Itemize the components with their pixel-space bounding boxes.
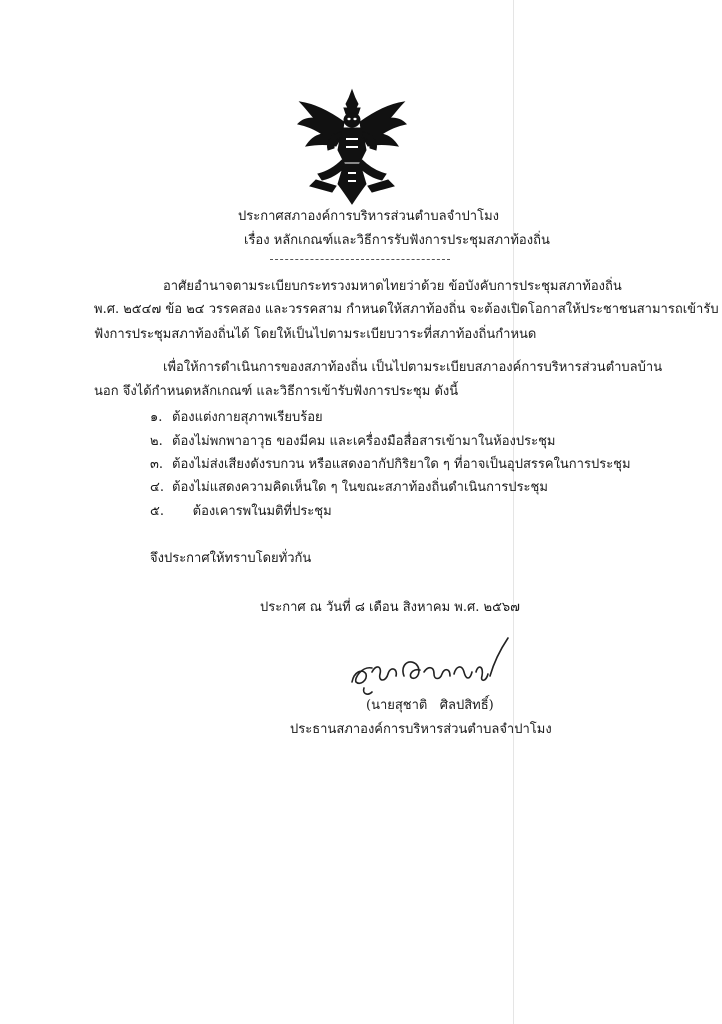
rule-number: ๑. — [150, 410, 163, 425]
garuda-emblem-icon — [296, 88, 408, 206]
closing-statement: จึงประกาศให้ทราบโดยทั่วกัน — [150, 551, 312, 566]
rule-item — [150, 409, 323, 427]
rule-item — [150, 503, 332, 521]
handwritten-signature — [342, 636, 517, 702]
paragraph-2-line-1: เพื่อให้การดำเนินการของสภาท้องถิ่น เป็นไปตามระเบียบสภาองค์การบริหารส่วนตำบลบ้าน — [163, 360, 663, 375]
paper-fold-line — [513, 0, 514, 1024]
paragraph-1-line-3: ฟังการประชุมสภาท้องถิ่นได้ โดยให้เป็นไปตามระเบียบวาระที่สภาท้องถิ่นกำหนด — [94, 327, 537, 342]
rule-text: ต้องไม่แสดงความคิดเห็นใด ๆ ในขณะสภาท้องถิ่นดำเนินการประชุม — [172, 480, 548, 495]
rule-text: ต้องเคารพในมติที่ประชุม — [172, 504, 332, 519]
announcement-subject: เรื่อง หลักเกณฑ์และวิธีการรับฟังการประชุมสภาท้องถิ่น — [244, 233, 550, 248]
paragraph-1-line-1: อาศัยอำนาจตามระเบียบกระทรวงมหาดไทยว่าด้วย ข้อบังคับการประชุมสภาท้องถิ่น — [163, 279, 622, 294]
signer-name: (นายสุชาติ ศิลปสิทธิ์) — [366, 698, 494, 713]
announcement-title: ประกาศสภาองค์การบริหารส่วนตำบลจำปาโมง — [238, 209, 499, 224]
rule-number: ๓. — [150, 457, 164, 472]
rule-number: ๕. — [150, 504, 164, 519]
paragraph-2-line-2: นอก จึงได้กำหนดหลักเกณฑ์ และวิธีการเข้ารับฟังการประชุม ดังนี้ — [94, 384, 459, 399]
title-divider — [270, 259, 450, 260]
rule-item — [150, 479, 548, 497]
rule-number: ๒. — [150, 434, 163, 449]
rule-text: ต้องไม่ส่งเสียงดังรบกวน หรือแสดงอากัปกิริยาใด ๆ ที่อาจเป็นอุปสรรคในการประชุม — [172, 457, 631, 472]
rule-text: ต้องไม่พกพาอาวุธ ของมีคม และเครื่องมือสื่อสารเข้ามาในห้องประชุม — [172, 434, 556, 449]
paragraph-1-line-2: พ.ศ. ๒๕๔๗ ข้อ ๒๔ วรรคสอง และวรรคสาม กำหนดให้สภาท้องถิ่น จะต้องเปิดโอกาสให้ประชาชนสามารถเข้ารับ — [94, 302, 719, 317]
rule-item — [150, 433, 556, 451]
rule-item — [150, 456, 631, 474]
rule-text: ต้องแต่งกายสุภาพเรียบร้อย — [172, 410, 323, 425]
rule-number: ๔. — [150, 480, 164, 495]
announcement-date: ประกาศ ณ วันที่ ๘ เดือน สิงหาคม พ.ศ. ๒๕๖๗ — [260, 600, 520, 615]
signer-position: ประธานสภาองค์การบริหารส่วนตำบลจำปาโมง — [290, 722, 552, 737]
